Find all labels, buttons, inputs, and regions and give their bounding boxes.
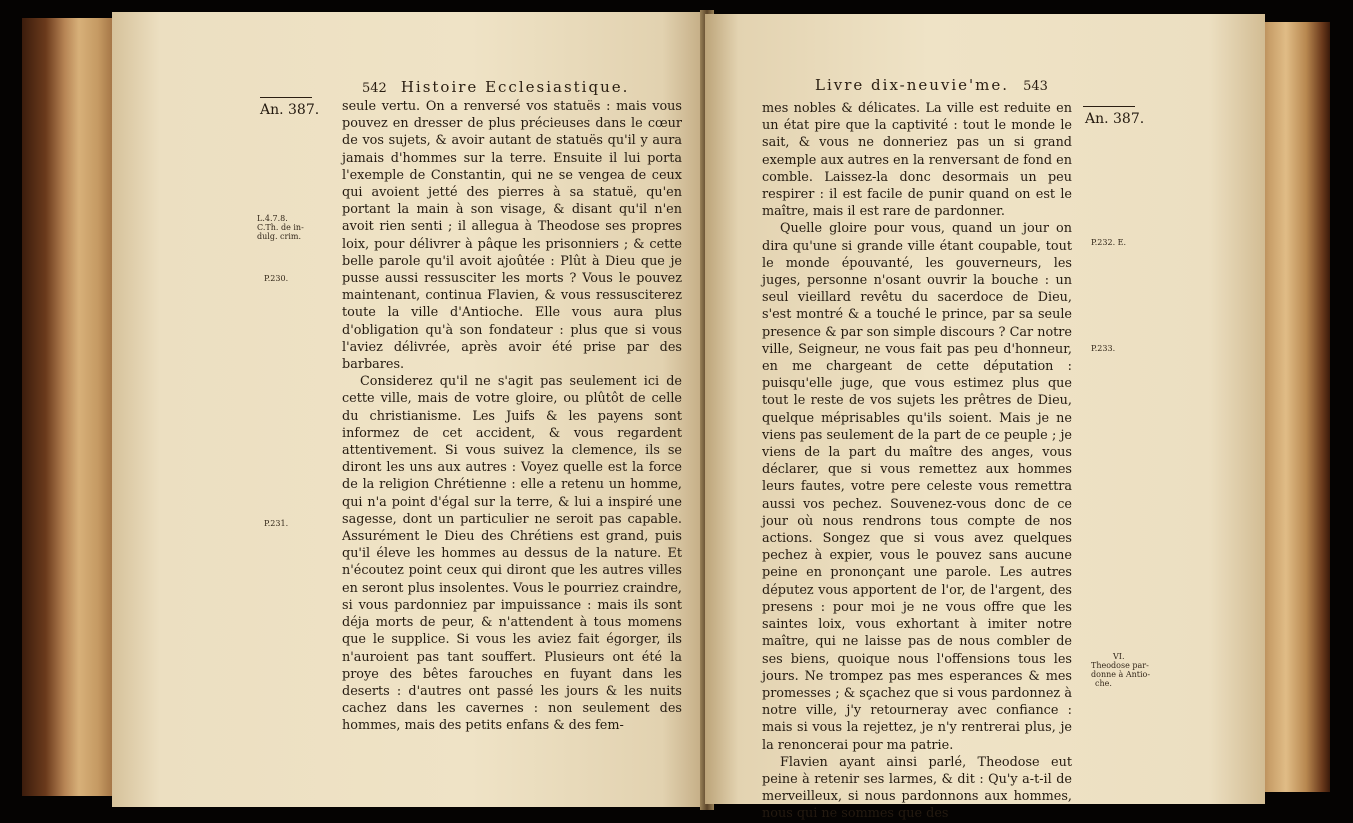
margin-note: Theodose par- — [1091, 661, 1149, 670]
paragraph: Flavien ayant ainsi parlé, Theodose eut peine à retenir ses larmes, & dit : Qu'y a-t-il de merveilleux, si nous pardonnons aux hommes, nous qui ne sommes que des — [762, 754, 1072, 822]
margin-note: donne à Antio- — [1091, 670, 1151, 679]
right-page — [705, 14, 1265, 822]
paragraph: mes nobles & délicates. La ville est reduite en un état pire que la captivité : tout le monde le sait, & vous ne donneriez pas un si grand exemple aux autres en la renversant de fond en comble. Laissez-la donc desormais un peu respirer : il est facile de punir quand on est le maître, mais il est rare de pardonner. — [762, 101, 1072, 220]
margin-note: L.4.7.8. — [257, 214, 288, 223]
running-head-title: Histoire Ecclesiastique. — [400, 78, 630, 96]
year-marker: An. 387. — [260, 102, 320, 118]
paragraph: Quelle gloire pour vous, quand un jour on dira qu'une si grande ville étant coupable, tout le monde épouvanté, les gouverneurs, les juges, personne n'osant ouvrir la bouche : un seul vieillard revêtu du sacerdoce de Dieu, s'est montré & a touché le prince, par sa seule presence & par son simple discours ? Car notre ville, Seigneur, ne vous fait pas peu d'honneur, en me chargeant de cette députation : puisqu'elle juge, que vous estimez plus que tout le reste de vos sujets les prêtres de Dieu, quelque méprisables qu'ils soient. Mais je ne viens pas seulement de la part de ce peuple ; je viens de la part du maître des anges, vous déclarer, que si vous remettez aux hommes leurs fautes, votre pere celeste vous remettra aussi vos pechez. Souvenez-vous donc de ce jour où nous rendrons tous compte de nos actions. Songez que si vous avez quelques pechez à expier, vous le pouvez sans aucune peine en prononçant une parole. Les autres députez vous apportent de l'or, de l'argent, des presens : pour moi je ne vous offre que les saintes loix, vous exhortant à imiter notre maître, qui ne laisse pas de nous combler de ses biens, quoique nous l'offensions tous les jours. Ne trompez pas mes esperances & mes promesses ; & sçachez que si vous pardonnez à notre ville, j'y retourneray avec confiance : mais si vous la rejettez, je n'y rentrerai plus, je la renoncerai pour ma patrie. — [762, 221, 1072, 753]
margin-note: P.230. — [264, 274, 289, 283]
year-rule — [260, 97, 312, 98]
left-page-edges — [22, 18, 117, 796]
margin-note: C.Th. de in- — [257, 223, 304, 232]
page-number: 543 — [1023, 79, 1048, 94]
margin-note: che. — [1095, 679, 1112, 688]
left-body-text — [342, 98, 682, 735]
running-head — [815, 76, 1048, 94]
page-number: 542 — [362, 81, 387, 96]
margin-note: dulg. crim. — [257, 232, 302, 241]
paragraph: Considerez qu'il ne s'agit pas seulement ici de cette ville, mais de votre gloire, ou plûtôt de celle du christianisme. Les Juifs & les payens sont informez de cet accident, & vous regardent attentivement. Si vous suivez la clemence, ils se diront les uns aux autres : Voyez quelle est la force de la religion Chrétienne : elle a retenu un homme, qui n'a point d'égal sur la terre, & lui a inspiré une sagesse, dont un particulier ne seroit pas capable. Assurément le Dieu des Chrétiens est grand, puis qu'il éleve les hommes au dessus de la nature. Et n'écoutez point ceux qui diront que les autres villes en seront plus insolentes. Vous le pourriez craindre, si vous pardonniez par impuissance : mais ils sont déja morts de peur, & n'attendent à tous momens que le supplice. Si vous les aviez fait égorger, ils n'auroient pas tant souffert. Plusieurs ont été la proye des bêtes farouches en fuyant dans les deserts : d'autres ont passé les jours & les nuits cachez dans les cavernes : non seulement des hommes, mais des petits enfans & des fem- — [342, 374, 682, 734]
year-rule — [1083, 106, 1135, 107]
year-marker: An. 387. — [1085, 111, 1145, 127]
left-page — [112, 12, 710, 807]
right-body-text — [762, 100, 1072, 823]
paragraph: seule vertu. On a renversé vos statuës : mais vous pouvez en dresser de plus précieuses dans le cœur de vos sujets, & avoir autant de statuës qu'il y aura jamais d'hommes sur la terre. Ensuite il lui porta l'exemple de Constantin, qui ne se vengea de ceux qui avoient jetté des pierres à sa statuë, qu'en portant la main à son visage, & disant qu'il n'en avoit rien senti ; il allegua à Theodose ses propres loix, pour délivrer à pâque les prisonniers ; & cette belle parole qu'il avoit ajoûtée : Plût à Dieu que je pusse aussi ressusciter les morts ? Vous le pouvez maintenant, continua Flavien, & vous ressusciterez toute la ville d'Antioche. Elle vous aura plus d'obligation qu'à son fondateur : plus que si vous l'aviez délivrée, après avoir été prise par des barbares. — [342, 99, 682, 373]
margin-note: P.231. — [264, 519, 289, 528]
margin-note: VI. — [1113, 652, 1125, 661]
margin-note: P.232. E. — [1091, 238, 1127, 247]
running-head-title: Livre dix-neuvie'me. — [815, 76, 1010, 94]
running-head — [362, 78, 629, 96]
margin-note: P.233. — [1091, 344, 1116, 353]
